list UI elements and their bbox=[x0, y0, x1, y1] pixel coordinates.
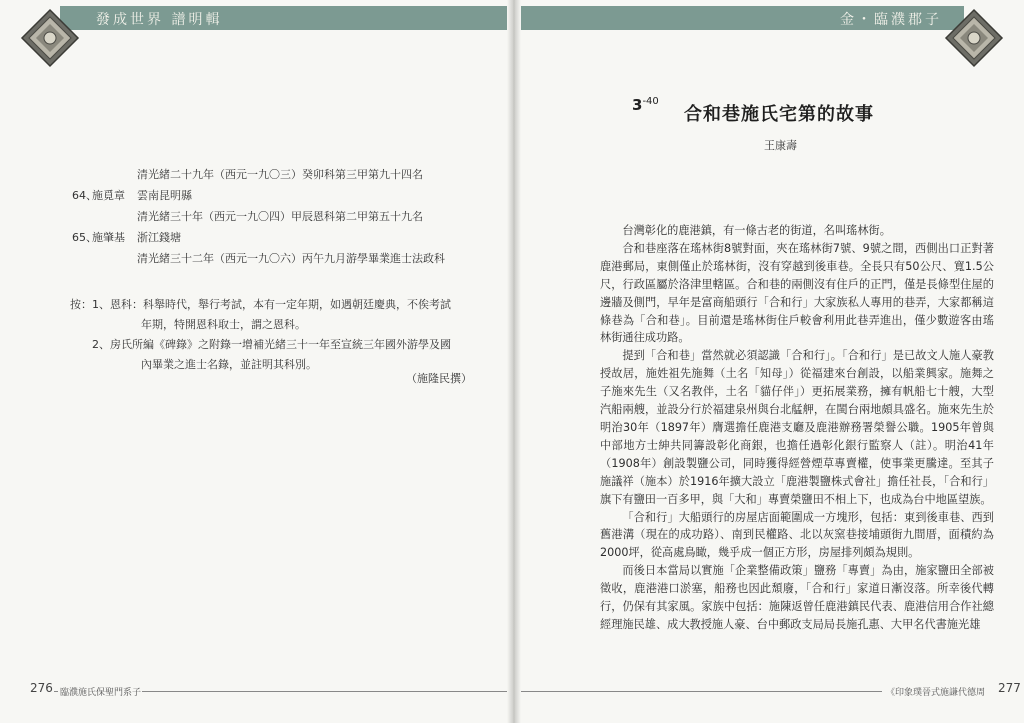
footer-rule bbox=[54, 691, 58, 692]
left-header-title: 發成世界 譜明輯 bbox=[96, 12, 223, 28]
entry-detail: 清光緒二十九年（西元一九〇三）癸卯科第三甲第九十四名 bbox=[137, 168, 423, 181]
entry-number: 64、 bbox=[72, 189, 97, 202]
diamond-ornament-icon bbox=[944, 8, 1004, 68]
article-title: 合和巷施氏宅第的故事 bbox=[684, 104, 874, 125]
note-line: 內畢業之進士名錄，並註明其科別。 bbox=[141, 358, 317, 371]
diamond-ornament-icon bbox=[20, 8, 80, 68]
entry-number: 65、 bbox=[72, 231, 97, 244]
paragraph: 「合和行」大船頭行的房屋店面範圍成一方塊形，包括：東到後車巷、西到舊港溝（現在的成功路）、南到民權路、北以灰窯巷接埔頭街九間厝，面積約為2000坪，從高處鳥瞰，幾乎成一個正方形，房屋排列頗為規則。 bbox=[600, 510, 994, 560]
paragraph: 合和巷座落在瑤林街8號對面，夾在瑤林街7號、9號之間，西側出口正對著鹿港郵局，東側僅止於瑤林街，沒有穿越到後車巷。全長只有50公尺、寬1.5公尺，行政區屬於洛津里轄區。合和巷的兩側沒有住戶的正門，僅是長條型住屋的邊牆及側門，早年是富商船頭行「合和行」大家族私人專用的巷弄，大家都稱這條巷為「合和巷」。目前還是瑤林街住戶較會利用此巷弄進出，僅少數遊客由瑤林街通往成功路。 bbox=[600, 241, 994, 345]
note-line: 年期，特開恩科取士，謂之恩科。 bbox=[141, 318, 306, 331]
footer-rule bbox=[142, 691, 507, 692]
entry-name: 施覓章 bbox=[92, 189, 125, 202]
article-author: 王康壽 bbox=[764, 139, 797, 152]
right-page bbox=[514, 0, 1024, 723]
article-body bbox=[600, 222, 994, 634]
footer-rule bbox=[514, 691, 882, 692]
section-number: $3^{-40}$ bbox=[632, 96, 659, 114]
byline: （施隆民撰） bbox=[406, 372, 472, 385]
footer-text: 臨濮施氏保聖門系子 bbox=[60, 688, 142, 698]
page-number: 277 bbox=[998, 681, 1021, 695]
right-header-title: 金・臨濮郡子 bbox=[840, 12, 942, 28]
entry-detail: 清光緒三十年（西元一九〇四）甲辰恩科第二甲第五十九名 bbox=[137, 210, 423, 223]
note-line: 1、恩科：科舉時代，舉行考試，本有一定年期，如遇朝廷慶典，不俟考試 bbox=[92, 298, 451, 311]
page-number: 276 bbox=[30, 681, 53, 695]
entry-name: 施肇基 bbox=[92, 231, 125, 244]
entry-detail: 雲南昆明縣 bbox=[137, 189, 192, 202]
paragraph: 台灣彰化的鹿港鎮，有一條古老的街道，名叫瑤林街。 bbox=[622, 224, 891, 237]
footer-text: 《印象璞晉式施謙代德周 bbox=[886, 688, 986, 698]
paragraph: 提到「合和巷」當然就必須認識「合和行」。「合和行」是已故文人施人豪教授故居，施姓祖先施舞（土名「知母」）從福建來台創設，以船業興家。施舞之子施來先生（又名教伴，土名「貓仔伴」）更拓展業務，擁有帆船七十艘，大型汽船兩艘，並設分行於福建泉州與台北艋舺，在閩台兩地頗具盛名。施來先生於明治30年（1897年）膺選擔任鹿港支廳及鹿港辦務署榮譽公職。1905年曾與中部地方士紳共同籌設彰化商銀，也擔任過彰化銀行監察人（註）。明治41年（1908年）創設製鹽公司，同時獲得經營煙草專賣權，使事業更騰達。至其子施議祥（施本）於1916年擴大設立「鹿港製鹽株式會社」擔任社長，「合和行」旗下有鹽田一百多甲，與「大和」專賣榮鹽田不相上下，也成為台中地區望族。 bbox=[600, 349, 994, 506]
book-gutter bbox=[507, 0, 521, 723]
entry-detail: 浙江錢塘 bbox=[137, 231, 181, 244]
notes-prefix: 按： bbox=[70, 298, 92, 311]
note-line: 2、房氏所編《碑錄》之附錄一增補光緒三十一年至宣統三年國外游學及國 bbox=[92, 338, 451, 351]
entry-detail: 清光緒三十二年（西元一九〇六）丙午九月游學畢業進士法政科 bbox=[137, 252, 445, 265]
paragraph: 而後日本當局以實施「企業整備政策」鹽務「專賣」為由，施家鹽田全部被徵收，鹿港港口淤塞，船務也因此頹廢，「合和行」家道日漸沒落。所幸後代轉行，仍保有其家風。家族中包括：施陳返曾任鹿港鎮民代表、鹿港信用合作社總經理施民雄、成大教授施人豪、台中郵政支局局長施孔惠、大甲名代書施光雄 bbox=[600, 564, 994, 631]
